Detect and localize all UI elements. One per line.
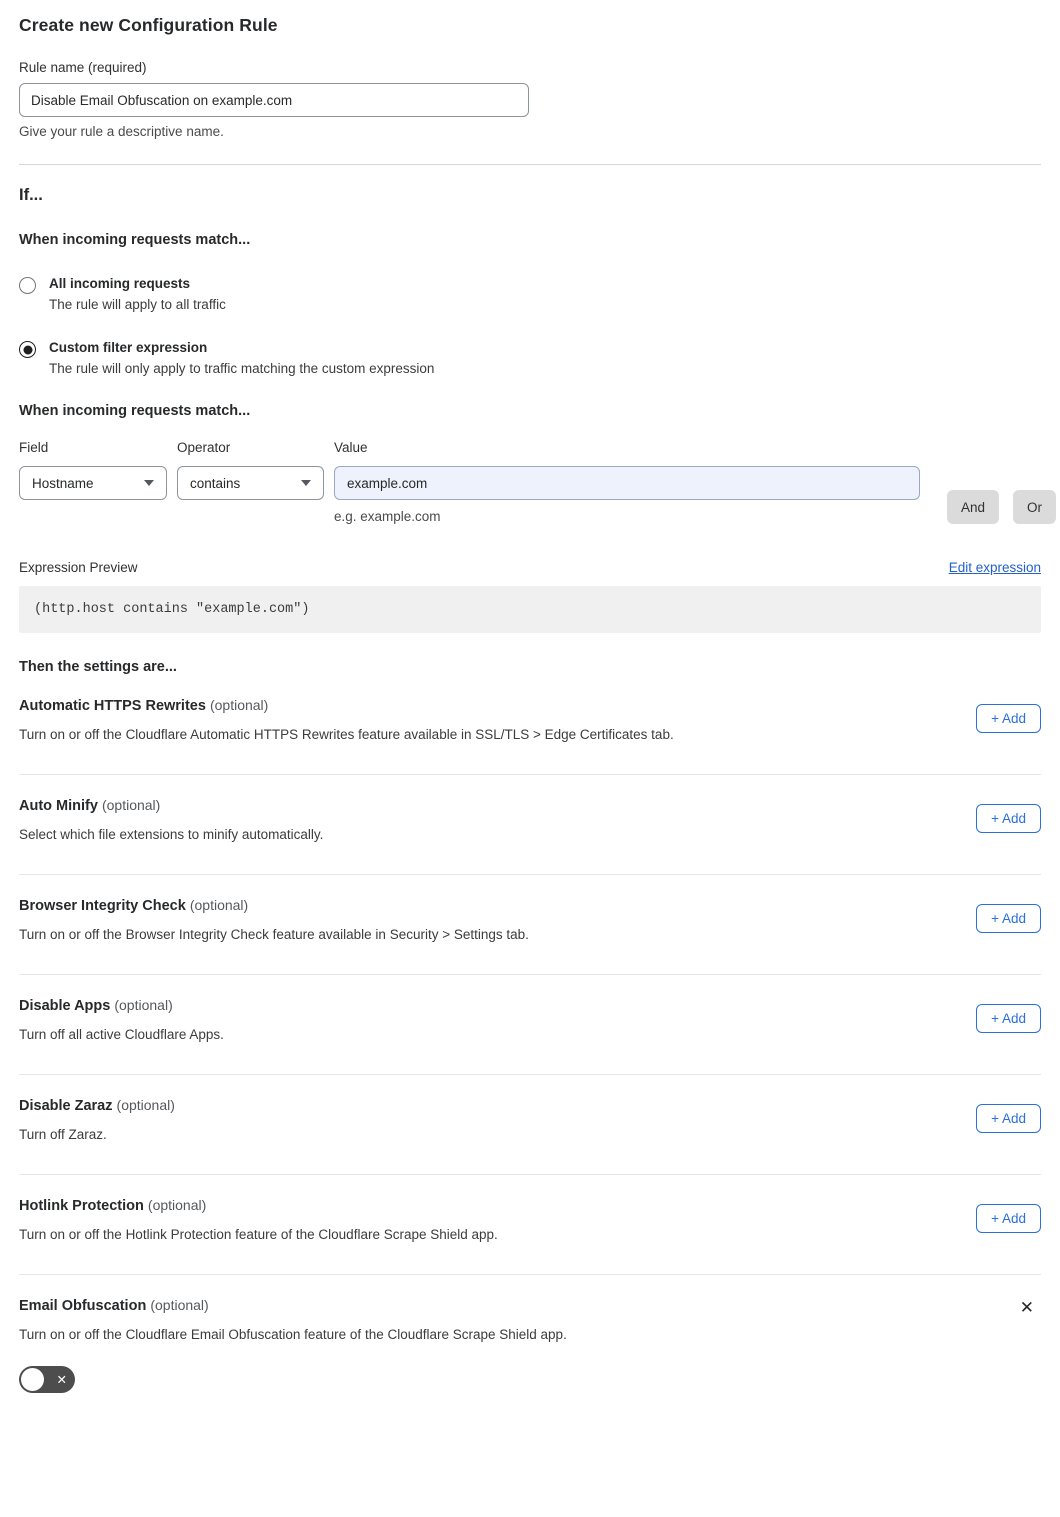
email-obfuscation-toggle[interactable]: [19, 1366, 75, 1393]
field-select[interactable]: [19, 466, 167, 500]
configuration-rule-form: [0, 15, 1060, 1428]
value-label: Value: [334, 440, 368, 455]
radio-all-incoming-requests[interactable]: [19, 276, 1041, 312]
radio-description: The rule will apply to all traffic: [49, 297, 226, 312]
setting-automatic-https-rewrites: [19, 675, 1041, 775]
section-divider: [19, 164, 1041, 165]
radio-selected-icon[interactable]: [19, 341, 36, 358]
setting-auto-minify: [19, 775, 1041, 875]
add-button[interactable]: + Add: [976, 1204, 1041, 1233]
add-button[interactable]: + Add: [976, 804, 1041, 833]
setting-title: Browser Integrity Check (optional): [19, 897, 249, 914]
toggle-knob: [21, 1368, 44, 1391]
radio-custom-filter-expression[interactable]: [19, 340, 1041, 376]
setting-description: Select which file extensions to minify automatically.: [19, 827, 324, 842]
if-heading: If...: [19, 186, 43, 204]
setting-title: Disable Zaraz (optional): [19, 1097, 175, 1114]
operator-select[interactable]: [177, 466, 324, 500]
radio-unselected-icon[interactable]: [19, 277, 36, 294]
add-button[interactable]: + Add: [976, 704, 1041, 733]
rule-name-label: Rule name (required): [19, 60, 147, 75]
operator-select-value: contains: [190, 475, 241, 491]
setting-description: Turn on or off the Cloudflare Email Obfuscation feature of the Cloudflare Scrape Shield app.: [19, 1327, 567, 1342]
setting-title: Disable Apps (optional): [19, 997, 173, 1014]
radio-label: All incoming requests: [49, 276, 191, 291]
field-select-value: Hostname: [32, 475, 94, 491]
expression-preview-label: Expression Preview: [19, 560, 138, 575]
value-input[interactable]: [334, 466, 920, 500]
optional-tag: (optional): [147, 1197, 207, 1213]
value-help: e.g. example.com: [334, 509, 441, 524]
setting-hotlink-protection: [19, 1175, 1041, 1275]
optional-tag: (optional): [116, 1097, 175, 1113]
setting-description: Turn off Zaraz.: [19, 1127, 107, 1142]
setting-description: Turn on or off the Cloudflare Automatic HTTPS Rewrites feature available in SSL/TLS > Edge Certificates tab.: [19, 727, 674, 742]
setting-email-obfuscation: [19, 1275, 1041, 1428]
add-button[interactable]: + Add: [976, 904, 1041, 933]
operator-label: Operator: [177, 440, 231, 455]
page-title: Create new Configuration Rule: [19, 15, 278, 35]
optional-tag: (optional): [209, 697, 269, 713]
chevron-down-icon: [301, 480, 311, 486]
or-button[interactable]: Or: [1013, 490, 1056, 524]
rule-name-help: Give your rule a descriptive name.: [19, 124, 224, 139]
radio-label: Custom filter expression: [49, 340, 208, 355]
setting-description: Turn on or off the Hotlink Protection feature of the Cloudflare Scrape Shield app.: [19, 1227, 498, 1242]
match-heading: When incoming requests match...: [19, 232, 251, 248]
expression-preview-code: (http.host contains "example.com"): [19, 586, 1041, 633]
setting-description: Turn on or off the Browser Integrity Check feature available in Security > Settings tab.: [19, 927, 529, 942]
setting-title: Auto Minify (optional): [19, 797, 161, 814]
optional-tag: (optional): [114, 997, 173, 1013]
then-settings-heading: Then the settings are...: [19, 659, 177, 675]
edit-expression-link[interactable]: Edit expression: [948, 560, 1041, 575]
filter-builder-row: [19, 440, 1041, 524]
optional-tag: (optional): [101, 797, 161, 813]
setting-title: Email Obfuscation (optional): [19, 1297, 209, 1314]
setting-title: Hotlink Protection (optional): [19, 1197, 207, 1214]
close-icon[interactable]: ✕: [1019, 1298, 1034, 1317]
rule-name-input[interactable]: [19, 83, 529, 117]
setting-disable-zaraz: [19, 1075, 1041, 1175]
setting-disable-apps: [19, 975, 1041, 1075]
add-button[interactable]: + Add: [976, 1104, 1041, 1133]
setting-description: Turn off all active Cloudflare Apps.: [19, 1027, 224, 1042]
chevron-down-icon: [144, 480, 154, 486]
setting-title: Automatic HTTPS Rewrites (optional): [19, 697, 269, 714]
radio-description: The rule will only apply to traffic matching the custom expression: [49, 361, 435, 376]
optional-tag: (optional): [189, 897, 249, 913]
setting-browser-integrity-check: [19, 875, 1041, 975]
optional-tag: (optional): [150, 1297, 209, 1313]
and-button[interactable]: And: [947, 490, 999, 524]
filter-heading: When incoming requests match...: [19, 403, 251, 419]
toggle-off-x-icon: ✕: [56, 1372, 67, 1387]
field-label: Field: [19, 440, 49, 455]
add-button[interactable]: + Add: [976, 1004, 1041, 1033]
